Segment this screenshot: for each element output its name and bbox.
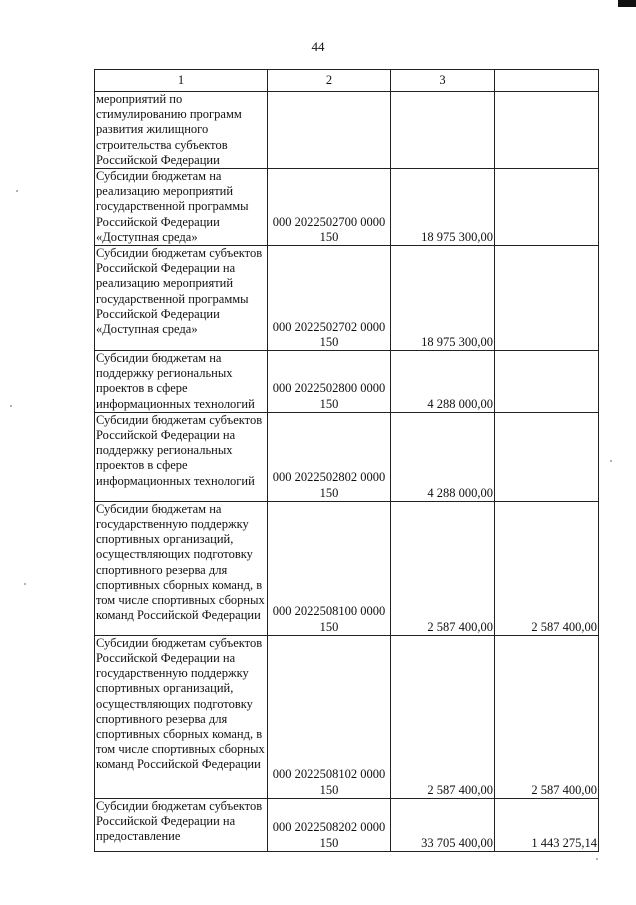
column-header-1: 1 (95, 70, 268, 92)
row-name: Субсидии бюджетам субъектов Российской Федерации на государственную поддержку спортивных организаций, осуществляющих подготовку спортивного резерва для спортивных сборных команд, в том числе спортивных сборных команд Российской Федерации (95, 635, 268, 798)
row-amount-1 (391, 92, 495, 169)
budget-table (94, 69, 599, 852)
table-header-row (95, 70, 599, 92)
table-row (95, 92, 599, 169)
row-amount-1: 2 587 400,00 (391, 635, 495, 798)
row-amount-1: 4 288 000,00 (391, 351, 495, 413)
row-code: 000 2022502802 0000 150 (268, 412, 391, 501)
row-name: Субсидии бюджетам на реализацию мероприятий государственной программы Российской Федерации «Доступная среда» (95, 169, 268, 246)
table-row (95, 501, 599, 635)
row-amount-1: 4 288 000,00 (391, 412, 495, 501)
row-amount-2 (495, 92, 599, 169)
row-amount-2 (495, 412, 599, 501)
row-name: Субсидии бюджетам субъектов Российской Федерации на реализацию мероприятий государственной программы Российской Федерации «Доступная среда» (95, 246, 268, 351)
row-amount-1: 33 705 400,00 (391, 798, 495, 851)
row-name: Субсидии бюджетам субъектов Российской Федерации на предоставление (95, 798, 268, 851)
scan-speck (610, 460, 612, 462)
column-header-4 (495, 70, 599, 92)
row-amount-1: 18 975 300,00 (391, 169, 495, 246)
table-row (95, 169, 599, 246)
row-name: мероприятий по стимулированию программ развития жилищного строительства субъектов Российской Федерации (95, 92, 268, 169)
page-number: 44 (311, 39, 325, 54)
row-code: 000 2022508202 0000 150 (268, 798, 391, 851)
column-header-2: 2 (268, 70, 391, 92)
row-amount-1: 2 587 400,00 (391, 501, 495, 635)
scan-speck (596, 858, 598, 860)
table-row (95, 351, 599, 413)
scan-speck (10, 405, 12, 407)
row-amount-2 (495, 246, 599, 351)
row-amount-2: 2 587 400,00 (495, 635, 599, 798)
column-header-3: 3 (391, 70, 495, 92)
row-amount-2 (495, 351, 599, 413)
row-code (268, 92, 391, 169)
row-name: Субсидии бюджетам на государственную поддержку спортивных организаций, осуществляющих подготовку спортивного резерва для спортивных сборных команд, в том числе спортивных сборных команд Российской Федерации (95, 501, 268, 635)
row-amount-2 (495, 169, 599, 246)
scan-speck (16, 190, 18, 192)
table-row (95, 412, 599, 501)
row-code: 000 2022502702 0000 150 (268, 246, 391, 351)
row-code: 000 2022508102 0000 150 (268, 635, 391, 798)
row-name: Субсидии бюджетам на поддержку региональных проектов в сфере информационных технологий (95, 351, 268, 413)
row-amount-2: 1 443 275,14 (495, 798, 599, 851)
row-code: 000 2022502700 0000 150 (268, 169, 391, 246)
table-row (95, 798, 599, 851)
scan-speck (24, 583, 26, 585)
table-row (95, 635, 599, 798)
row-name: Субсидии бюджетам субъектов Российской Федерации на поддержку региональных проектов в сфере информационных технологий (95, 412, 268, 501)
scan-corner-mark (618, 0, 636, 7)
row-code: 000 2022502800 0000 150 (268, 351, 391, 413)
row-code: 000 2022508100 0000 150 (268, 501, 391, 635)
row-amount-1: 18 975 300,00 (391, 246, 495, 351)
table-row (95, 246, 599, 351)
row-amount-2: 2 587 400,00 (495, 501, 599, 635)
